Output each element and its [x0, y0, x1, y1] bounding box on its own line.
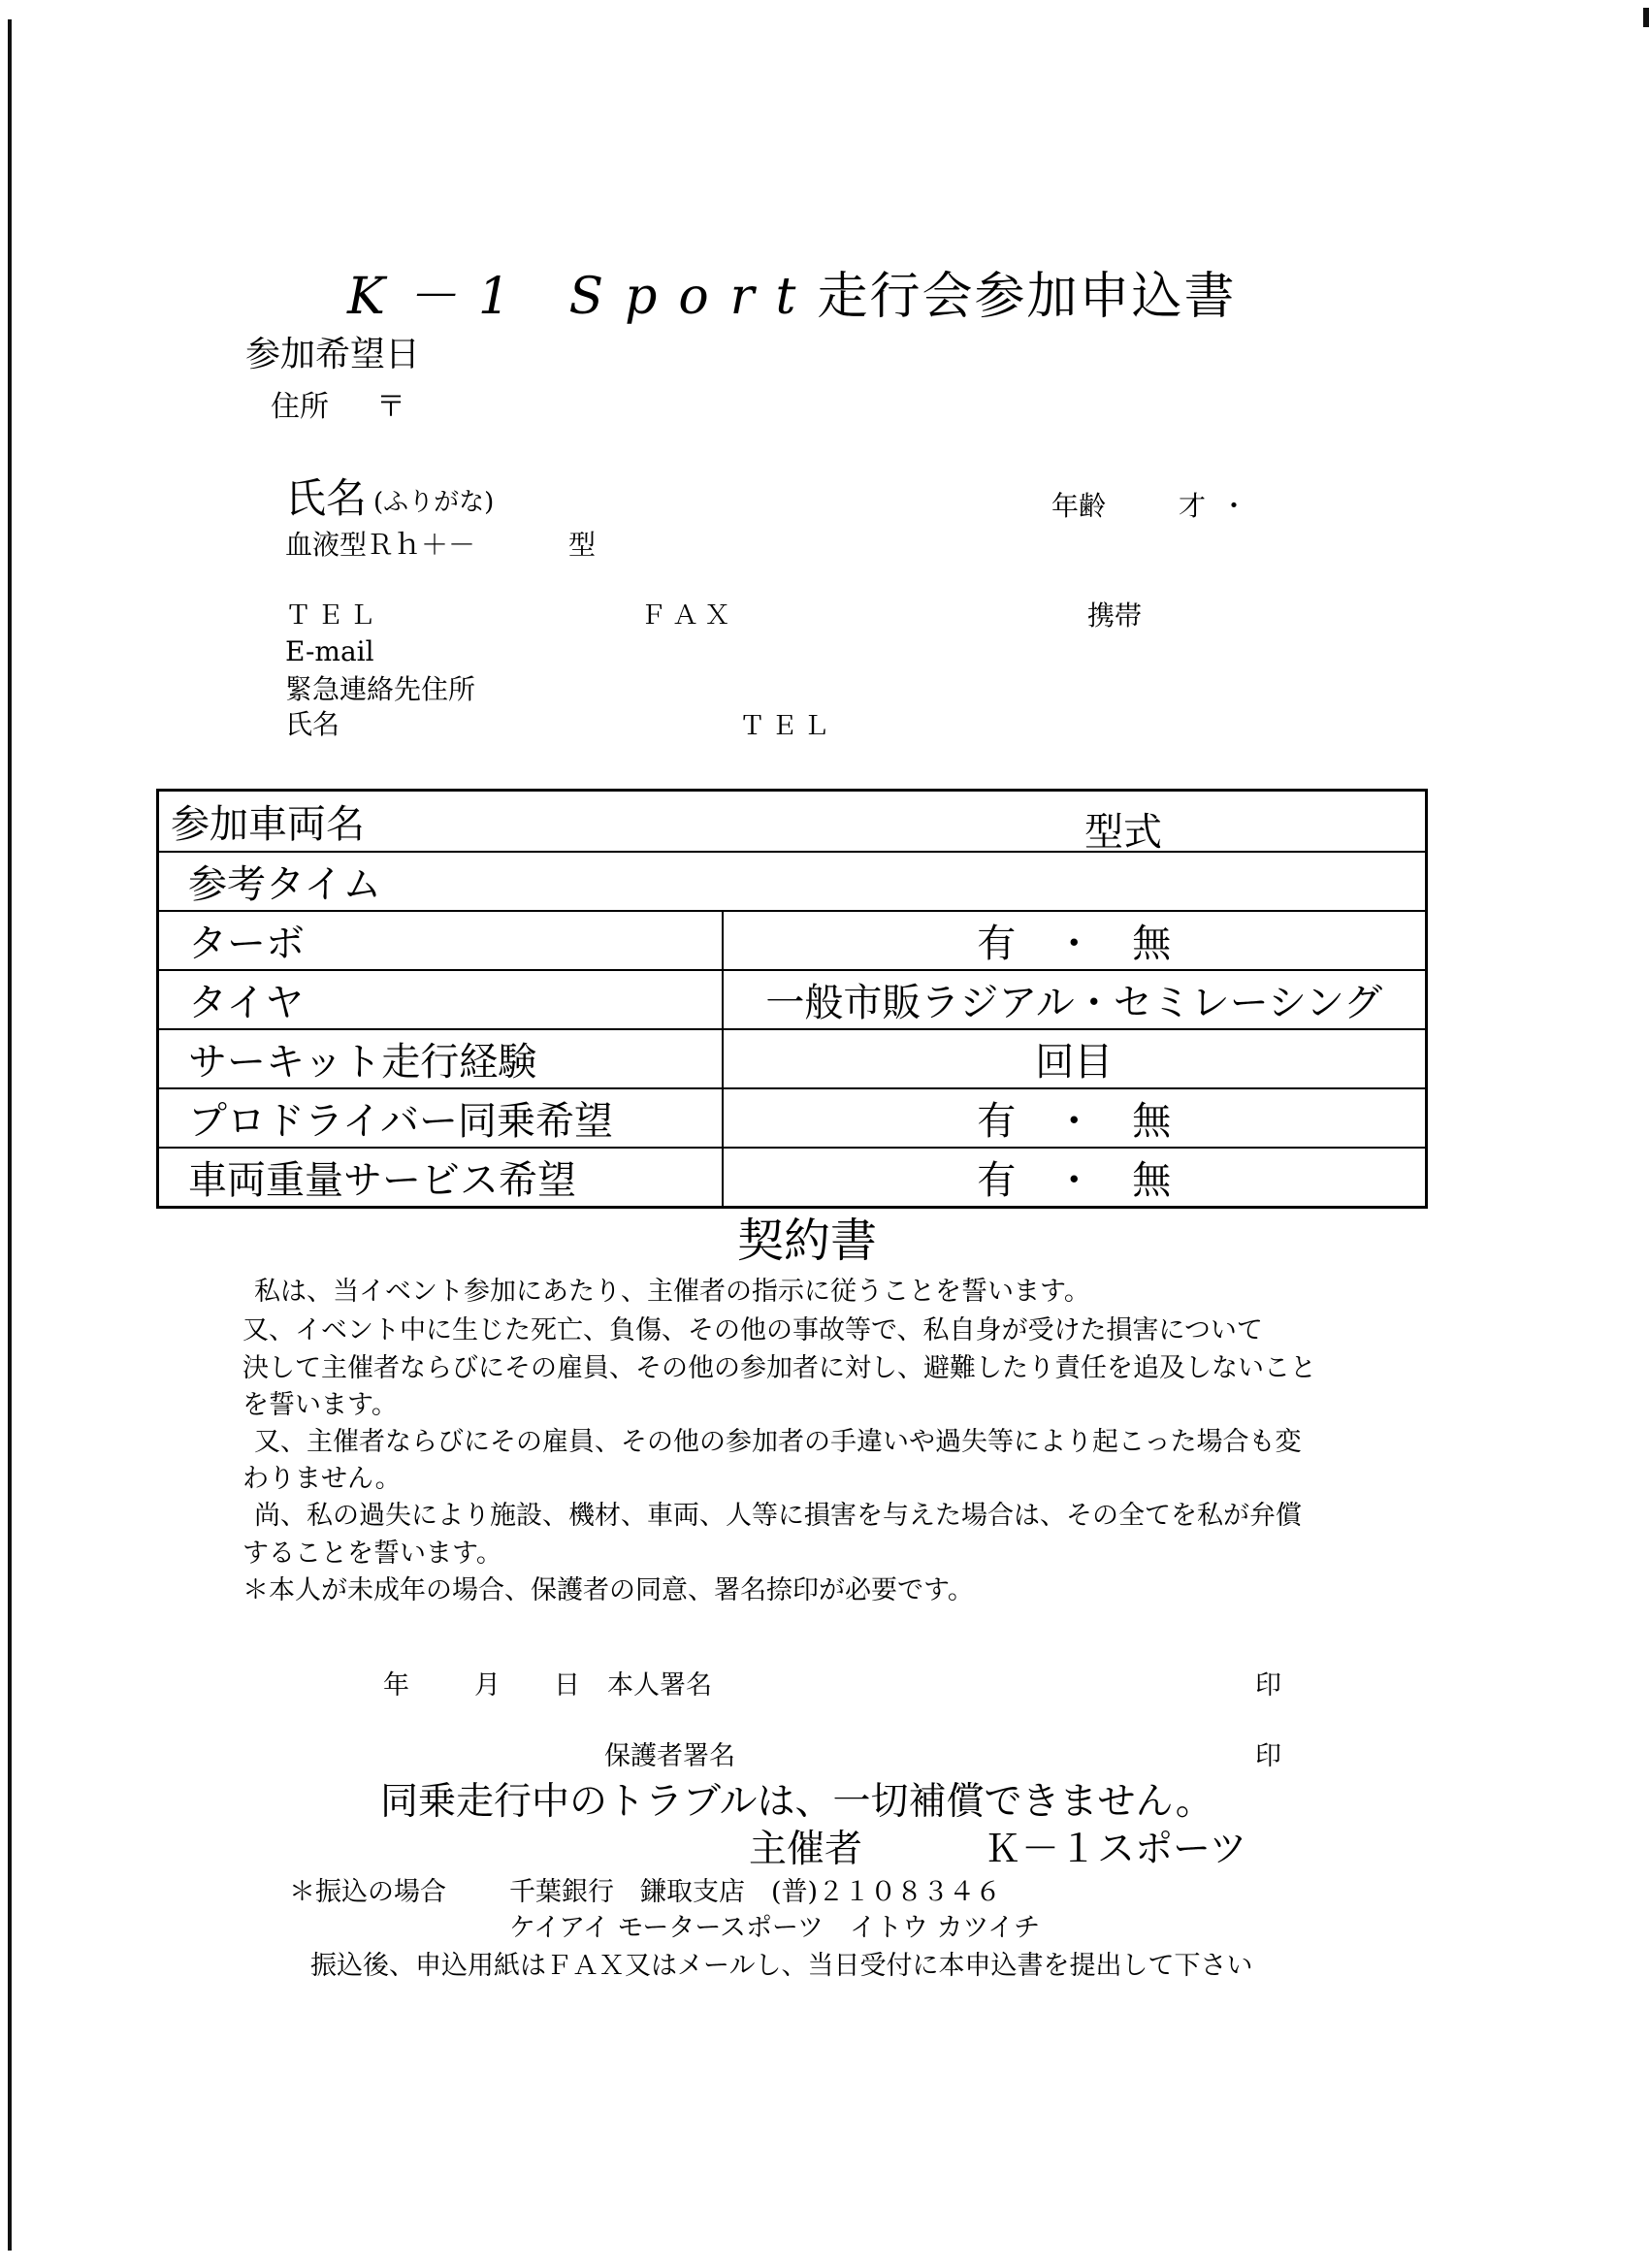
contract-line: 私は、当イベント参加にあたり、主催者の指示に従うことを誓います。 [254, 1277, 1090, 1307]
table-row [158, 970, 1427, 1029]
table-row-ref-time [158, 852, 1427, 911]
row-value: 有 ・ 無 [723, 1148, 1427, 1208]
date-label: 参加希望日 [245, 335, 421, 374]
email-label: E-mail [285, 635, 374, 667]
blood-type-label: 血液型Ｒｈ＋－ [285, 529, 476, 561]
table-row-car [158, 791, 1427, 853]
contract-line: 又、イベント中に生じた死亡、負傷、その他の事故等で、私自身が受けた損害について [242, 1315, 1263, 1345]
account-name: ケイアイ モータースポーツ イトウ カツイチ [509, 1913, 1041, 1943]
emergency-address-label: 緊急連絡先住所 [285, 673, 476, 705]
sign-day: 日 [554, 1670, 580, 1701]
title-jp: 走行会参加申込書 [817, 268, 1237, 326]
emergency-name-label: 氏名 [285, 708, 340, 740]
payment-label: ＊振込の場合 [289, 1877, 446, 1907]
blood-type-unit: 型 [568, 529, 597, 561]
self-seal: 印 [1255, 1670, 1281, 1701]
table-row [158, 1148, 1427, 1208]
postal-mark: 〒 [376, 390, 405, 424]
furigana-label: (ふりがな) [373, 488, 495, 517]
contract-line: を誓います。 [242, 1390, 398, 1420]
fax-label: ＦＡＸ [640, 600, 736, 631]
scan-corner-mark [1643, 8, 1649, 27]
address-label: 住所 [271, 390, 329, 424]
title-latin: K－1 Sport [347, 268, 818, 326]
row-label: サーキット走行経験 [158, 1029, 723, 1088]
row-label: ターボ [158, 911, 723, 970]
emergency-tel-label: ＴＥＬ [739, 711, 835, 741]
contract-line: することを誓います。 [242, 1539, 502, 1569]
row-value: 有 ・ 無 [723, 1088, 1427, 1148]
row-label: タイヤ [158, 970, 723, 1029]
age-dot: ・ [1220, 490, 1248, 522]
row-value: 一般市販ラジアル・セミレーシング [723, 970, 1427, 1029]
form-title [347, 268, 1237, 326]
row-value: 有 ・ 無 [723, 911, 1427, 970]
mobile-label: 携帯 [1087, 599, 1143, 632]
guardian-signature-label: 保護者署名 [604, 1741, 735, 1771]
age-label: 年齢 [1051, 490, 1107, 522]
table-row [158, 911, 1427, 970]
guardian-seal: 印 [1255, 1741, 1281, 1771]
model-label: 型式 [1084, 810, 1162, 855]
contract-line: わりません。 [242, 1464, 402, 1494]
row-value: 回目 [723, 1029, 1427, 1088]
vehicle-table [156, 789, 1428, 1209]
car-name-label: 参加車両名 [171, 802, 365, 847]
self-signature-label: 本人署名 [607, 1670, 712, 1701]
bank-account: 千葉銀行 鎌取支店 (普)２１０８３４６ [509, 1877, 1002, 1907]
sign-year: 年 [383, 1670, 409, 1701]
contract-line: 尚、私の過失により施設、機材、車両、人等に損害を与えた場合は、その全てを私が弁償 [254, 1501, 1302, 1531]
payment-instruction: 振込後、申込用紙はＦＡＸ又はメールし、当日受付に本申込書を提出して下さい [310, 1951, 1253, 1981]
organizer-name: Ｋ－１スポーツ [984, 1828, 1247, 1871]
contract-line: 又、主催者ならびにその雇員、その他の参加者の手違いや過失等により起こった場合も変 [254, 1427, 1302, 1457]
tel-label: ＴＥＬ [285, 600, 381, 631]
no-compensation-notice: 同乗走行中のトラブルは、一切補償できません。 [380, 1780, 1213, 1824]
sign-month: 月 [474, 1670, 501, 1701]
table-row [158, 1029, 1427, 1088]
scan-left-edge [8, 19, 12, 2251]
organizer-label: 主催者 [749, 1828, 863, 1871]
contract-line: ＊本人が未成年の場合、保護者の同意、署名捺印が必要です。 [242, 1575, 974, 1605]
contract-heading: 契約書 [737, 1214, 878, 1268]
age-unit: 才 [1179, 490, 1207, 522]
contract-line: 決して主催者ならびにその雇員、その他の参加者に対し、避難したり責任を追及しないこと [242, 1353, 1316, 1383]
name-label: 氏名 [285, 474, 368, 522]
row-label: 車両重量サービス希望 [158, 1148, 723, 1208]
ref-time-label: 参考タイム [158, 852, 1427, 911]
row-label: プロドライバー同乗希望 [158, 1088, 723, 1148]
table-row [158, 1088, 1427, 1148]
